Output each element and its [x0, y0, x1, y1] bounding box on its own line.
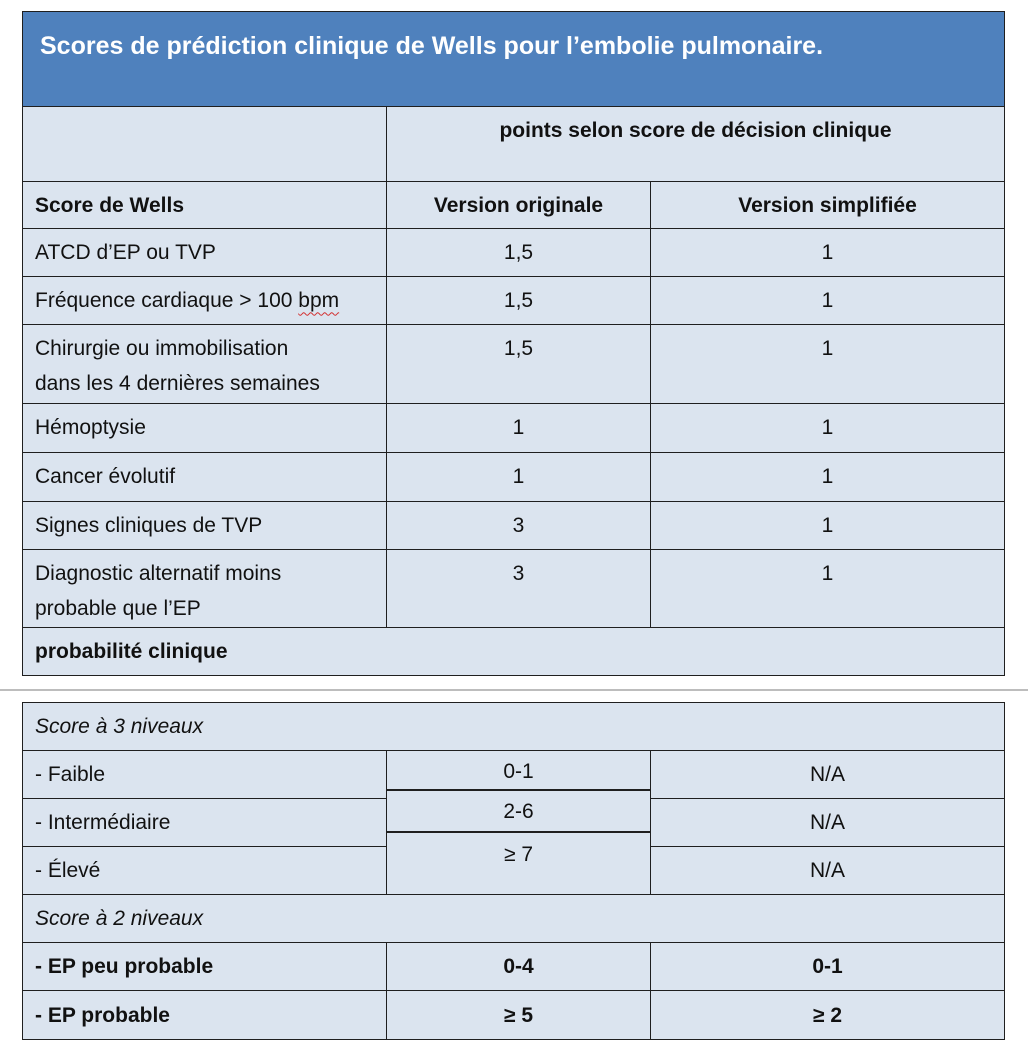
probability-heading: probabilité clinique	[23, 627, 1005, 675]
table-row	[23, 751, 1005, 799]
table-row	[23, 452, 1005, 501]
range-divider	[387, 789, 650, 791]
level-label: - Élevé	[23, 847, 387, 895]
simplified-points: 1	[651, 277, 1005, 325]
criterion-label: Signes cliniques de TVP	[23, 501, 387, 549]
three-level-original-values	[387, 751, 651, 895]
range-divider	[387, 831, 650, 833]
criterion-label-line: Chirurgie ou immobilisation	[35, 337, 289, 361]
column-header-original: Version originale	[387, 182, 651, 229]
column-header-wells: Score de Wells	[23, 182, 387, 229]
table-row	[23, 229, 1005, 277]
simplified-points: 1	[651, 229, 1005, 277]
original-range: 0-1	[503, 760, 534, 783]
simplified-range: 0-1	[651, 943, 1005, 991]
simplified-points: 1	[651, 452, 1005, 501]
simplified-points: 1	[651, 325, 1005, 403]
simplified-range: N/A	[651, 847, 1005, 895]
simplified-range: N/A	[651, 799, 1005, 847]
original-points: 1,5	[387, 277, 651, 325]
criterion-label-line: Diagnostic alternatif moins	[35, 561, 282, 585]
criterion-label	[23, 277, 387, 325]
points-group-header: points selon score de décision clinique	[387, 107, 1005, 182]
simplified-range: ≥ 2	[651, 991, 1005, 1040]
table-row	[23, 325, 1005, 403]
wells-score-table	[22, 11, 1005, 676]
page-separator	[0, 689, 1028, 691]
original-range: ≥ 5	[387, 991, 651, 1040]
original-points: 3	[387, 549, 651, 627]
simplified-range: N/A	[651, 751, 1005, 799]
table-row	[23, 991, 1005, 1040]
criterion-label-line: dans les 4 dernières semaines	[35, 372, 320, 396]
table-row	[23, 501, 1005, 549]
table-row	[23, 549, 1005, 627]
criterion-label-text: Fréquence cardiaque > 100	[35, 289, 299, 313]
original-range: 2-6	[503, 800, 534, 823]
criterion-label: Hémoptysie	[23, 403, 387, 452]
original-points: 1	[387, 452, 651, 501]
original-points: 1	[387, 403, 651, 452]
criterion-label: ATCD d’EP ou TVP	[23, 229, 387, 277]
level-label: - EP peu probable	[23, 943, 387, 991]
empty-header-cell	[23, 107, 387, 182]
criterion-label: Cancer évolutif	[23, 452, 387, 501]
column-header-row	[23, 182, 1005, 229]
table-row	[23, 403, 1005, 452]
original-points: 1,5	[387, 325, 651, 403]
spellcheck-unit: bpm	[298, 289, 340, 313]
level-label: - Intermédiaire	[23, 799, 387, 847]
table-row	[23, 943, 1005, 991]
original-range: ≥ 7	[503, 843, 534, 866]
simplified-points: 1	[651, 549, 1005, 627]
table-title: Scores de prédiction clinique de Wells pour l’embolie pulmonaire.	[23, 12, 1005, 107]
level-label: - EP probable	[23, 991, 387, 1040]
level-label: - Faible	[23, 751, 387, 799]
simplified-points: 1	[651, 403, 1005, 452]
original-points: 1,5	[387, 229, 651, 277]
original-points: 3	[387, 501, 651, 549]
table-row	[23, 277, 1005, 325]
criterion-label-line: probable que l’EP	[35, 596, 201, 620]
three-level-heading: Score à 3 niveaux	[23, 703, 1005, 751]
criterion-label	[23, 549, 387, 627]
probability-table	[22, 702, 1005, 1040]
original-range: 0-4	[387, 943, 651, 991]
column-header-simplified: Version simplifiée	[651, 182, 1005, 229]
two-level-heading: Score à 2 niveaux	[23, 895, 1005, 943]
simplified-points: 1	[651, 501, 1005, 549]
criterion-label	[23, 325, 387, 403]
